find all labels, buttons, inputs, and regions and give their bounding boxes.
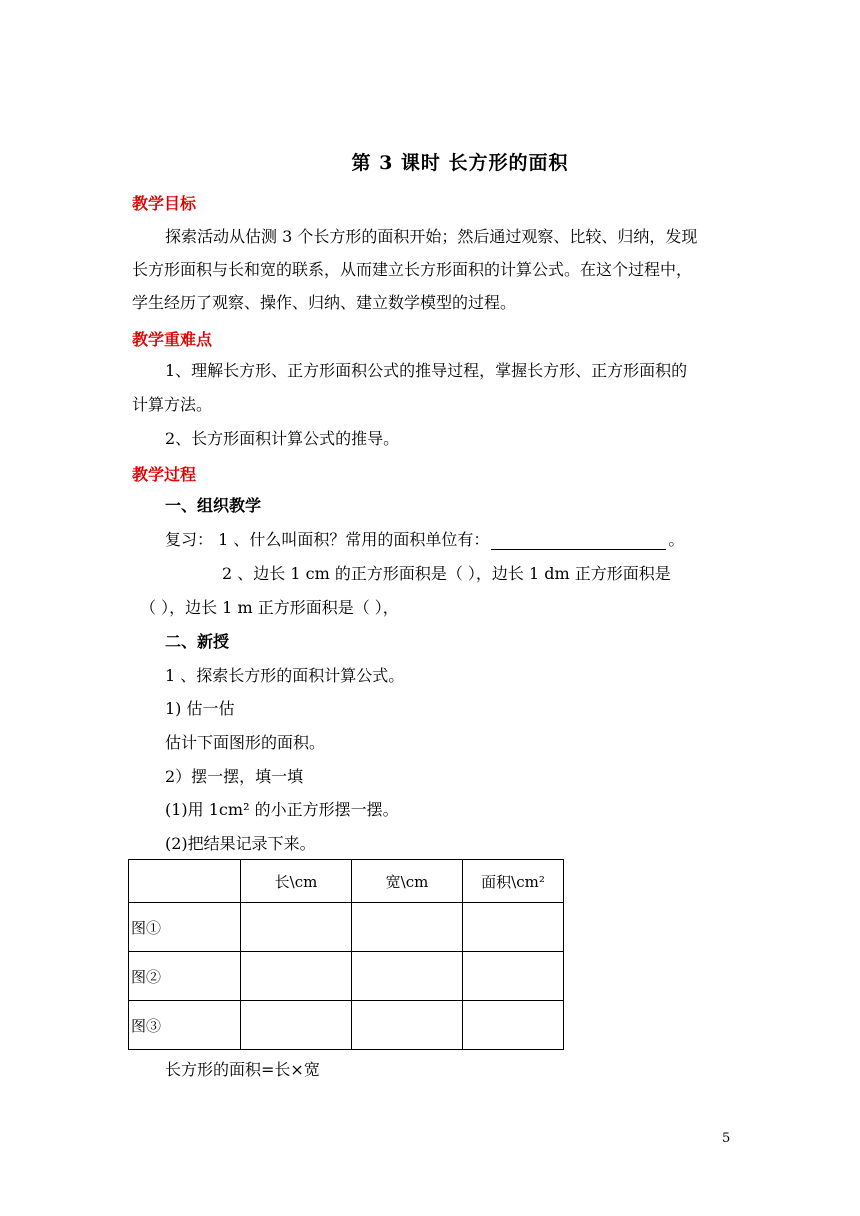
page-number: 5 — [722, 1131, 731, 1146]
key-line-2: 计算方法。 — [132, 395, 213, 414]
part1-heading: 一、组织教学 — [165, 496, 262, 515]
table-cell: 图② — [129, 952, 241, 1001]
goals-line-1: 探索活动从估测 3 个长方形的面积开始；然后通过观察、比较、归纳，发现 — [165, 227, 698, 246]
goals-line-2: 长方形面积与长和宽的联系，从而建立长方形面积的计算公式。在这个过程中， — [132, 260, 693, 279]
table-header-cell: 面积\cm² — [463, 860, 564, 903]
record-table — [128, 859, 564, 1050]
part2-line-4: 2）摆一摆，填一填 — [165, 767, 304, 786]
table-cell — [241, 952, 352, 1001]
answer-blank — [491, 533, 666, 550]
part2-line-5: (1)用 1cm² 的小正方形摆一摆。 — [165, 800, 399, 819]
table-row — [129, 952, 564, 1001]
key-line-1: 1、理解长方形、正方形面积公式的推导过程，掌握长方形、正方形面积的 — [165, 361, 688, 380]
table-cell — [352, 952, 463, 1001]
area-formula: 长方形的面积=长×宽 — [165, 1060, 320, 1079]
table-cell — [463, 952, 564, 1001]
table-header-cell: 长\cm — [241, 860, 352, 903]
table-cell: 图③ — [129, 1001, 241, 1050]
review-1-end: 。 — [668, 530, 685, 549]
table-cell — [241, 1001, 352, 1050]
part2-heading: 二、新授 — [165, 632, 230, 651]
table-row — [129, 903, 564, 952]
table-header-cell: 宽\cm — [352, 860, 463, 903]
table-cell — [352, 903, 463, 952]
part2-line-2: 1) 估一估 — [165, 699, 235, 718]
review-line-1 — [165, 530, 684, 550]
key-points-heading: 教学重难点 — [132, 330, 213, 349]
process-heading: 教学过程 — [132, 465, 197, 484]
key-line-3: 2、长方形面积计算公式的推导。 — [165, 429, 400, 448]
table-cell — [463, 903, 564, 952]
page-title: 第 3 课时 长方形的面积 — [351, 152, 569, 174]
part2-line-1: 1 、探索长方形的面积计算公式。 — [165, 666, 405, 685]
table-cell — [241, 903, 352, 952]
table-row — [129, 1001, 564, 1050]
review-1-text: 复习： 1 、什么叫面积？常用的面积单位有： — [165, 530, 490, 549]
table-header-row — [129, 860, 564, 903]
table-cell — [463, 1001, 564, 1050]
table-header-cell — [129, 860, 241, 903]
review-line-3: （ ），边长 1 m 正方形面积是（ ）， — [140, 598, 399, 617]
goals-line-3: 学生经历了观察、操作、归纳、建立数学模型的过程。 — [132, 293, 517, 312]
table-cell: 图① — [129, 903, 241, 952]
goals-heading: 教学目标 — [132, 194, 197, 213]
part2-line-3: 估计下面图形的面积。 — [165, 733, 326, 752]
review-line-2: 2 、边长 1 cm 的正方形面积是（ ），边长 1 dm 正方形面积是 — [222, 564, 671, 583]
table-cell — [352, 1001, 463, 1050]
part2-line-6: (2)把结果记录下来。 — [165, 834, 316, 853]
